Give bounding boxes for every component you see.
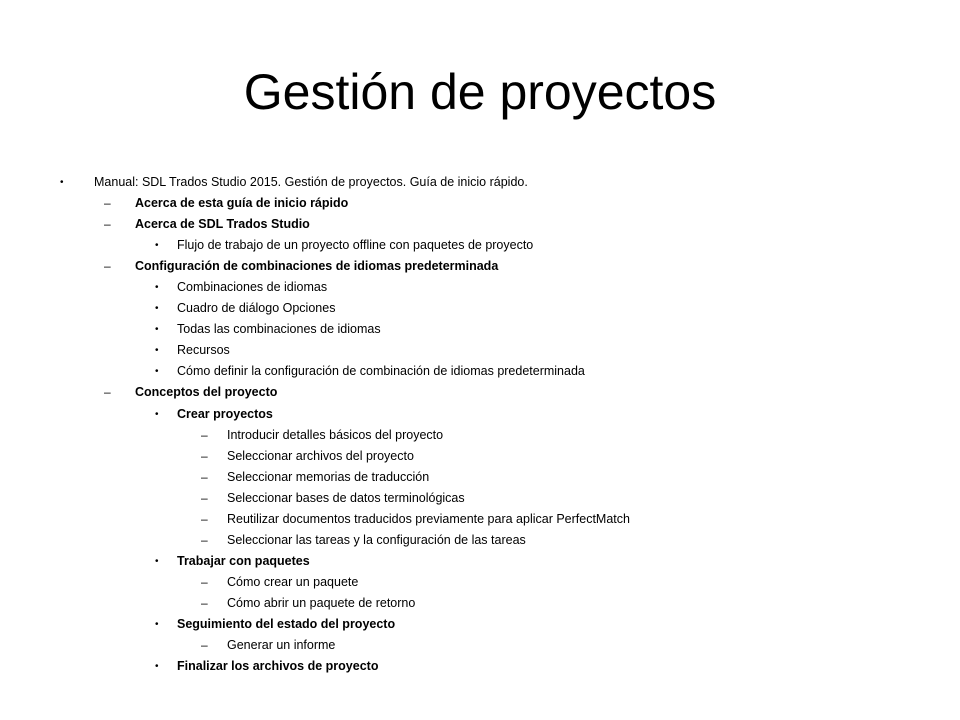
outline-item-text: Acerca de esta guía de inicio rápido	[135, 196, 349, 211]
outline-item-level-3	[0, 425, 960, 446]
bullet-marker: •	[155, 408, 159, 420]
dash-marker: –	[201, 574, 208, 589]
outline-item-text: Recursos	[177, 343, 230, 358]
outline-item-text: Todas las combinaciones de idiomas	[177, 322, 381, 337]
outline-item-level-2	[0, 340, 960, 361]
bullet-marker: •	[155, 661, 159, 673]
outline-item-level-2	[0, 361, 960, 382]
outline-item-level-3	[0, 509, 960, 530]
outline-item-level-2	[0, 319, 960, 340]
outline-item-text: Seleccionar archivos del proyecto	[227, 448, 414, 463]
outline-item-text: Flujo de trabajo de un proyecto offline con paquetes de proyecto	[177, 238, 534, 253]
bullet-marker: •	[155, 303, 159, 315]
outline-item-level-3	[0, 488, 960, 509]
dash-marker: –	[201, 448, 208, 463]
dash-marker: –	[104, 196, 111, 211]
outline-item-level-2	[0, 404, 960, 425]
outline-item-level-3	[0, 530, 960, 551]
outline-item-text: Crear proyectos	[177, 406, 273, 421]
dash-marker: –	[201, 490, 208, 505]
dash-marker: –	[104, 385, 111, 400]
dash-marker: –	[201, 638, 208, 653]
outline-item-text: Acerca de SDL Trados Studio	[135, 217, 310, 232]
outline-item-text: Finalizar los archivos de proyecto	[177, 659, 379, 674]
outline-item-text: Conceptos del proyecto	[135, 385, 278, 400]
outline-item-text: Seleccionar las tareas y la configuración de las tareas	[227, 532, 526, 547]
outline-item-level-2	[0, 656, 960, 677]
bullet-marker: •	[155, 324, 159, 336]
dash-marker: –	[201, 469, 208, 484]
outline-item-text: Configuración de combinaciones de idiomas predeterminada	[135, 259, 499, 274]
outline-item-text: Reutilizar documentos traducidos previamente para aplicar PerfectMatch	[227, 511, 630, 526]
outline-item-level-3	[0, 593, 960, 614]
outline-item-level-2	[0, 235, 960, 256]
bullet-marker: •	[60, 177, 64, 188]
outline-item-text: Combinaciones de idiomas	[177, 280, 328, 295]
outline-item-text: Generar un informe	[227, 638, 336, 653]
outline-item-level-0	[0, 172, 960, 193]
dash-marker: –	[201, 595, 208, 610]
outline-item-text: Cuadro de diálogo Opciones	[177, 301, 336, 316]
bullet-marker: •	[155, 345, 159, 357]
dash-marker: –	[104, 217, 111, 232]
outline-item-level-2	[0, 298, 960, 319]
bullet-marker: •	[155, 240, 159, 252]
outline-item-level-1	[0, 256, 960, 277]
outline-item-text: Trabajar con paquetes	[177, 553, 310, 568]
outline-item-level-3	[0, 635, 960, 656]
outline-item-level-3	[0, 572, 960, 593]
dash-marker: –	[201, 511, 208, 526]
outline-item-level-2	[0, 551, 960, 572]
dash-marker: –	[201, 532, 208, 547]
outline-item-level-3	[0, 446, 960, 467]
outline-item-text: Seleccionar memorias de traducción	[227, 469, 430, 484]
bullet-outline	[0, 172, 960, 677]
dash-marker: –	[201, 427, 208, 442]
outline-item-text: Seleccionar bases de datos terminológicas	[227, 490, 465, 505]
outline-item-level-3	[0, 467, 960, 488]
outline-item-text: Cómo definir la configuración de combinación de idiomas predeterminada	[177, 364, 585, 379]
outline-item-text: Cómo crear un paquete	[227, 574, 359, 589]
bullet-marker: •	[155, 282, 159, 294]
outline-item-text: Seguimiento del estado del proyecto	[177, 616, 396, 631]
outline-item-level-1	[0, 193, 960, 214]
outline-item-level-1	[0, 382, 960, 403]
outline-item-text: Cómo abrir un paquete de retorno	[227, 595, 416, 610]
outline-item-text: Introducir detalles básicos del proyecto	[227, 427, 444, 442]
bullet-marker: •	[155, 366, 159, 378]
outline-item-level-2	[0, 277, 960, 298]
bullet-marker: •	[155, 618, 159, 630]
outline-item-level-1	[0, 214, 960, 235]
outline-item-level-2	[0, 614, 960, 635]
slide-title: Gestión de proyectos	[243, 64, 717, 120]
dash-marker: –	[104, 259, 111, 274]
bullet-marker: •	[155, 555, 159, 567]
outline-item-text: Manual: SDL Trados Studio 2015. Gestión de proyectos. Guía de inicio rápido.	[94, 175, 528, 189]
